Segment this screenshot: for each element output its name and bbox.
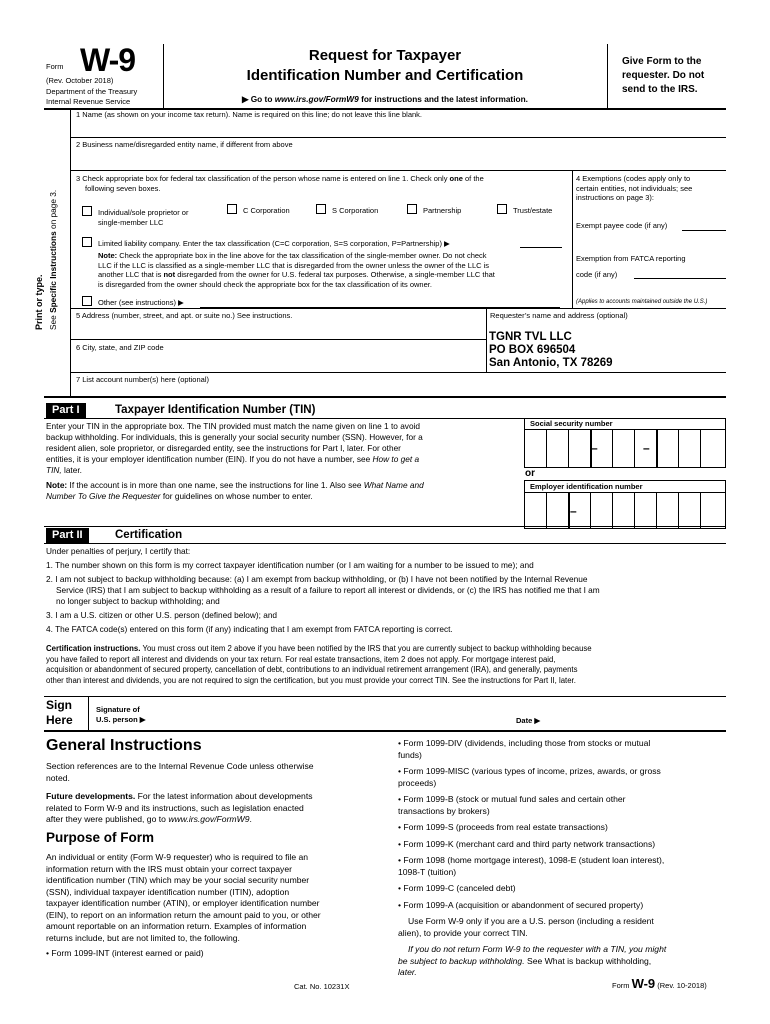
individual-checkbox[interactable] xyxy=(82,206,92,216)
signature-input[interactable] xyxy=(160,700,500,726)
ein-label: Employer identification number xyxy=(530,482,643,491)
revision: (Rev. October 2018) xyxy=(46,76,114,85)
other-checkbox[interactable] xyxy=(82,296,92,306)
business-name-input[interactable] xyxy=(76,150,726,168)
purpose-title: Purpose of Form xyxy=(46,830,155,845)
fatca-applies-note: (Applies to accounts maintained outside the U.S.) xyxy=(576,299,708,305)
individual-label: Individual/sole proprietor or single-member LLC xyxy=(98,208,189,227)
name-input[interactable] xyxy=(76,120,726,136)
part-1-title: Taxpayer Identification Number (TIN) xyxy=(115,404,316,416)
purpose-body: An individual or entity (Form W-9 requester) who is required to file an information return with the IRS must obtain your correct taxpayer identification number (TIN) which may be your social security number (SSN), individual taxpayer identification number (ITIN), adoption taxpayer identification number (ATIN), or employer identification number (EIN), to report on an information return the amount paid to you, or other amount reportable on an information return. Examples of information returns include, but are not limited to, the following. • Form 1099-INT (interest earned or paid) xyxy=(46,852,321,958)
ssn-label-box xyxy=(524,418,726,430)
address-input[interactable] xyxy=(76,321,481,336)
line-7-label: 7 List account number(s) here (optional) xyxy=(76,375,209,384)
c-corporation-checkbox[interactable] xyxy=(227,204,237,214)
sign-here: Sign Here xyxy=(46,698,73,727)
c-corporation-label: C Corporation xyxy=(243,206,290,215)
print-or-type: Print or type. xyxy=(34,274,44,330)
other-label: Other (see instructions) ▶ xyxy=(98,298,184,307)
form-title-1: Request for Taxpayer xyxy=(308,47,462,64)
llc-checkbox[interactable] xyxy=(82,237,92,247)
llc-label: Limited liability company. Enter the tax classification (C=C corporation, S=S corporation, P=Partnership) ▶ xyxy=(98,239,450,248)
line-1-label: 1 Name (as shown on your income tax return). Name is required on this line; do not leave this line blank. xyxy=(76,110,423,119)
certification-instructions: Certification instructions. You must cross out item 2 above if you have been notified by the IRS that you are currently subject to backup withholding because you have failed to report all interest and dividends on your tax return. For real estate transactions, item 2 does not apply. For mortgage interest paid, acquisition or abandonment of secured property, cancellation of debt, contributions to an individual retirement arrangement (IRA), and generally, payments other than interest and dividends, you are not required to sign the certification, but you must provide your correct TIN. See the instructions for Part II, later. xyxy=(46,644,592,685)
irs-link-2[interactable]: www.irs.gov/FormW9 xyxy=(168,814,250,824)
agency: Internal Revenue Service xyxy=(46,97,131,106)
give-form-note: Give Form to the requester. Do not send to the IRS. xyxy=(622,56,705,95)
requester-label: Requester’s name and address (optional) xyxy=(490,311,628,320)
line-2-label: 2 Business name/disregarded entity name, if different from above xyxy=(76,140,293,149)
city-state-zip-input[interactable] xyxy=(76,353,481,369)
ssn-dash-1: – xyxy=(591,441,598,455)
part-2-label: Part II xyxy=(46,528,89,543)
or-label: or xyxy=(525,468,535,479)
partnership-checkbox[interactable] xyxy=(407,204,417,214)
account-numbers-input[interactable] xyxy=(76,385,726,395)
requester-address xyxy=(489,331,613,370)
requester-city: San Antonio, TX 78269 xyxy=(489,357,613,369)
exempt-payee-label: Exempt payee code (if any) xyxy=(576,221,668,230)
ssn-dash-2: – xyxy=(643,441,650,455)
exempt-payee-input[interactable] xyxy=(682,230,726,231)
form-header xyxy=(0,0,770,110)
catalog-number: Cat. No. 10231X xyxy=(294,982,350,991)
form-number: W-9 xyxy=(80,42,136,78)
llc-note: Note: Check the appropriate box in the line above for the tax classification of the single-member owner. Do not check LLC if the LLC is classified as a single-member LLC that is disregarded from the owner unless the owner of the LLC is another LLC that is not disregarded from the owner for U.S. federal tax purposes. Otherwise, a single-member LLC that is disregarded from the owner should check the appropriate box for the tax classification of its owner. xyxy=(98,251,495,289)
part-2-title: Certification xyxy=(115,529,183,541)
ssn-input[interactable] xyxy=(524,430,726,468)
signature-label: Signature of U.S. person ▶ xyxy=(96,705,146,724)
trust-estate-checkbox[interactable] xyxy=(497,204,507,214)
exemptions-label: 4 Exemptions (codes apply only to certain entities, not individuals; see instructions on page 3): xyxy=(576,174,693,202)
irs-link[interactable]: www.irs.gov/FormW9 xyxy=(274,94,359,104)
ein-input[interactable] xyxy=(524,493,726,529)
footer-form-id: Form W-9 (Rev. 10-2018) xyxy=(612,976,707,991)
form-list: • Form 1099-DIV (dividends, including those from stocks or mutual funds) • Form 1099-MISC (various types of income, prizes, awards, or gross proceeds) • Form 1099-B (stock or mutual fund sales and certain other transactions by brokers) • Form 1099-S (proceeds from real estate transactions) • Form 1099-K (merchant card and third party network transactions) • Form 1098 (home mortgage interest), 1098-E (student loan interest), 1098-T (tuition) • Form 1099-C (canceled debt) • Form 1099-A (acquisition or abandonment of secured property) Use Form W-9 only if you are a U.S. person (including a resident alien), to provide your correct TIN. If you do not return Form W-9 to the requester with a TIN, you might be subject to backup withholding. See What is backup withholding, later. xyxy=(398,738,667,977)
tin-instructions: Enter your TIN in the appropriate box. The TIN provided must match the name given on line 1 to avoid backup withholding. For individuals, this is generally your social security number (SSN). However, for a resident alien, sole proprietor, or disregarded entity, see the instructions for Part I, later. For other entities, it is your employer identification number (EIN). If you do not have a number, see How to get a TIN, later. Note: If the account is in more than one name, see the instructions for line 1. Also see What Name and Number To Give the Requester for guidelines on whose number to enter. xyxy=(46,421,424,501)
partnership-label: Partnership xyxy=(423,206,462,215)
s-corporation-checkbox[interactable] xyxy=(316,204,326,214)
requester-street: PO BOX 696504 xyxy=(489,344,576,356)
fatca-label: Exemption from FATCA reporting code (if any) xyxy=(576,254,686,279)
line-6-label: 6 City, state, and ZIP code xyxy=(76,343,164,352)
part-1-label: Part I xyxy=(46,403,86,418)
certification-text: Under penalties of perjury, I certify that: 1. The number shown on this form is my correct taxpayer identification number (or I am waiting for a number to be issued to me); and 2. I am not subject to backup withholding because: (a) I am exempt from backup withholding, or (b) I have not been notified by the Internal Revenue Service (IRS) that I am subject to backup withholding as a result of a failure to report all interest or dividends, or (c) the IRS has notified me that I am no longer subject to backup withholding; and 3. I am a U.S. citizen or other U.S. person (defined below); and 4. The FATCA code(s) entered on this form (if any) indicating that I am exempt from FATCA reporting is correct. xyxy=(46,546,600,634)
line-5-label: 5 Address (number, street, and apt. or suite no.) See instructions. xyxy=(76,311,293,320)
date-input[interactable] xyxy=(550,700,720,726)
department: Department of the Treasury xyxy=(46,87,138,96)
fatca-input[interactable] xyxy=(634,278,726,279)
general-instructions-title: General Instructions xyxy=(46,737,202,754)
s-corporation-label: S Corporation xyxy=(332,206,379,215)
ein-dash: – xyxy=(570,504,577,518)
general-instructions-body: Section references are to the Internal Revenue Code unless otherwise noted. Future developments. For the latest information about developments related to Form W-9 and its instructions, such as legislation enacted after they were published, go to www.irs.gov/FormW9. xyxy=(46,761,314,824)
ssn-label: Social security number xyxy=(530,419,613,428)
requester-name: TGNR TVL LLC xyxy=(489,331,572,343)
goto-instructions: ▶ Go to www.irs.gov/FormW9 for instructions and the latest information. xyxy=(242,94,528,104)
ein-label-box xyxy=(524,480,726,493)
date-label: Date ▶ xyxy=(516,716,541,725)
trust-estate-label: Trust/estate xyxy=(513,206,553,215)
form-title-2: Identification Number and Certification xyxy=(246,67,524,84)
form-word: Form xyxy=(46,62,64,71)
line-3-label: 3 Check appropriate box for federal tax classification of the person whose name is entered on line 1. Check only one of the following seven boxes. xyxy=(76,174,484,193)
